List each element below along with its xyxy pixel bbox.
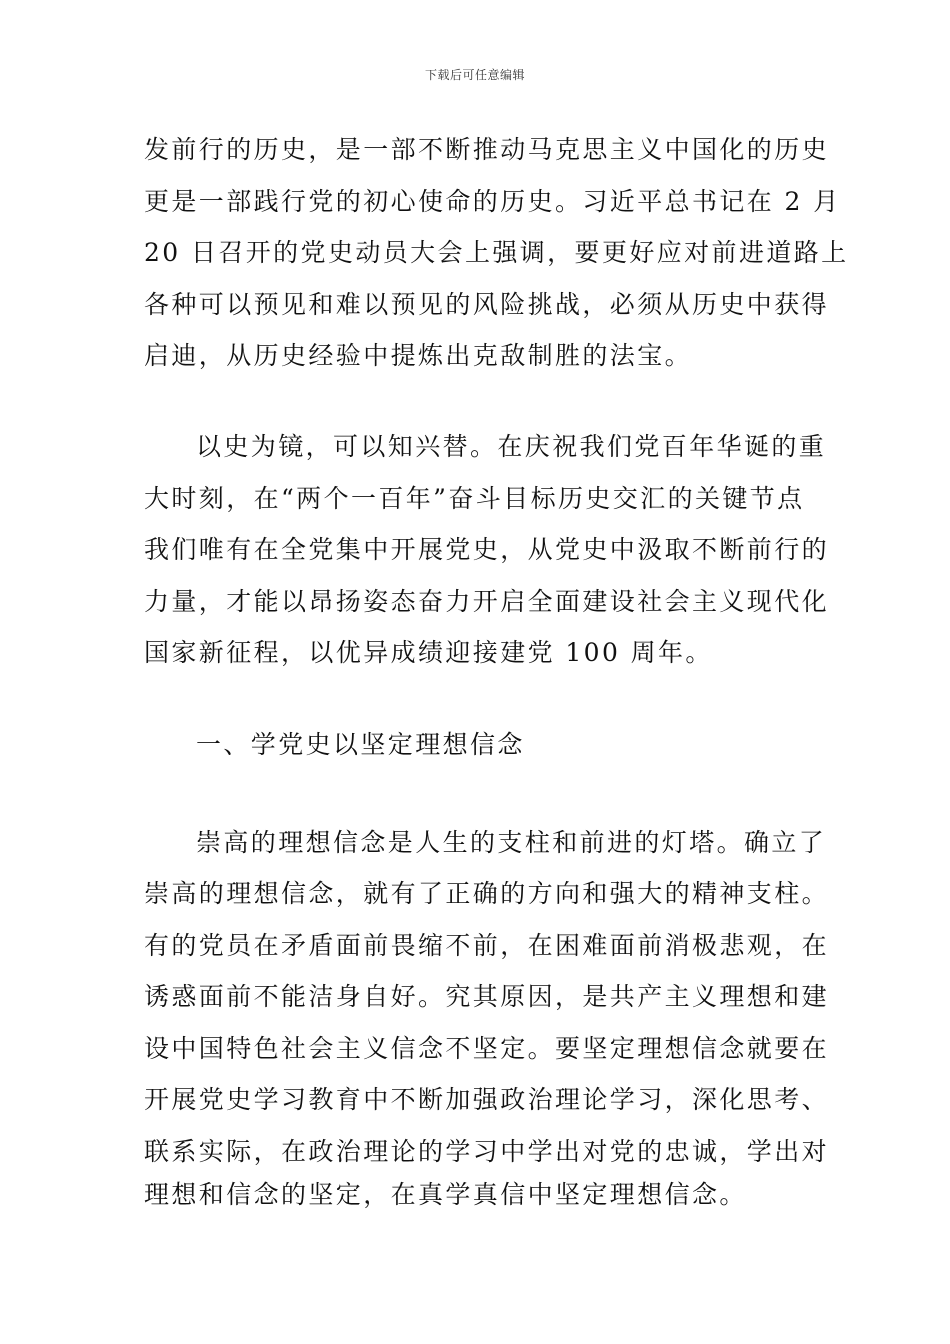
page-header: 下载后可任意编辑 <box>424 68 525 82</box>
paragraph-line: 联系实际，在政治理论的学习中学出对党的忠诚，学出对 <box>144 1137 830 1166</box>
paragraph-line: 有的党员在矛盾面前畏缩不前，在困难面前消极悲观，在 <box>144 931 830 960</box>
paragraph-line: 诱惑面前不能洁身自好。究其原因，是共产主义理想和建 <box>144 982 830 1011</box>
paragraph-line: 20 日召开的党史动员大会上强调，要更好应对前进道路上 <box>144 238 849 267</box>
paragraph-line: 国家新征程，以优异成绩迎接建党 100 周年。 <box>144 638 713 667</box>
paragraph-line: 更是一部践行党的初心使命的历史。习近平总书记在 2 月 <box>144 187 841 216</box>
section-heading: 一、学党史以坚定理想信念 <box>196 730 525 759</box>
paragraph-line: 开展党史学习教育中不断加强政治理论学习，深化思考、 <box>144 1085 830 1114</box>
paragraph-line: 各种可以预见和难以预见的风险挑战，必须从历史中获得 <box>144 290 830 319</box>
paragraph-line: 力量，才能以昂扬姿态奋力开启全面建设社会主义现代化 <box>144 587 830 616</box>
paragraph-line: 大时刻，在“两个一百年”奋斗目标历史交汇的关键节点 <box>144 484 805 513</box>
paragraph-line: 发前行的历史，是一部不断推动马克思主义中国化的历史 <box>144 135 830 164</box>
paragraph-line: 启迪，从历史经验中提炼出克敌制胜的法宝。 <box>144 341 693 370</box>
paragraph-line: 崇高的理想信念是人生的支柱和前进的灯塔。确立了 <box>196 828 827 857</box>
paragraph-line: 我们唯有在全党集中开展党史，从党史中汲取不断前行的 <box>144 535 830 564</box>
paragraph-line: 以史为镜，可以知兴替。在庆祝我们党百年华诞的重 <box>196 432 827 461</box>
paragraph-line: 理想和信念的坚定，在真学真信中坚定理想信念。 <box>144 1180 747 1209</box>
paragraph-line: 设中国特色社会主义信念不坚定。要坚定理想信念就要在 <box>144 1034 830 1063</box>
paragraph-line: 崇高的理想信念，就有了正确的方向和强大的精神支柱。 <box>144 879 830 908</box>
